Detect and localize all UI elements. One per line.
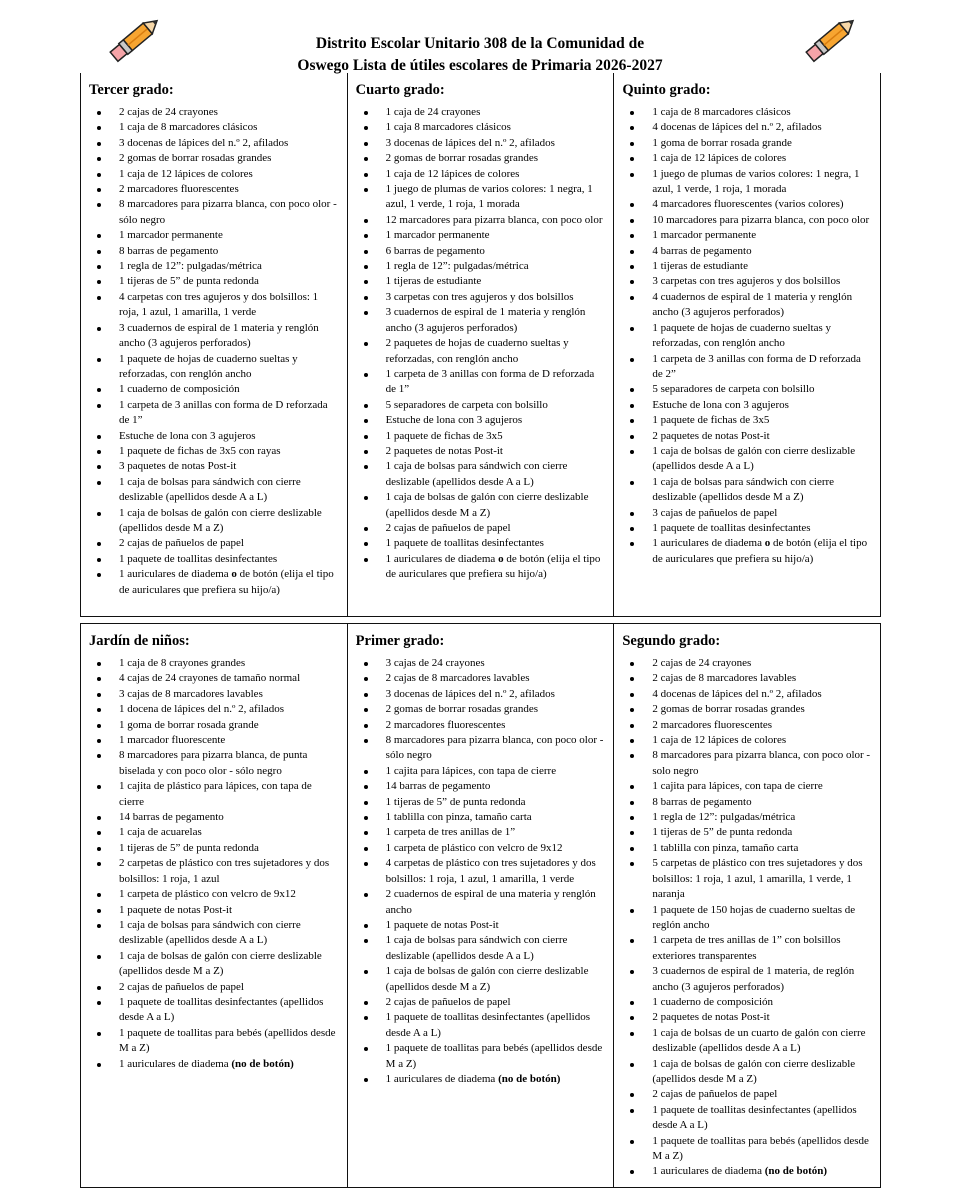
list-item: 1 docena de lápices del n.º 2, afilados <box>119 702 341 717</box>
list-item: 2 cuadernos de espiral de una materia y renglón ancho <box>386 887 608 918</box>
headphones-text-before: 1 auriculares de diadema <box>385 552 499 565</box>
list-item: 1 carpeta de tres anillas de 1” <box>386 825 608 840</box>
list-item: 1 caja de 12 lápices de colores <box>386 167 608 182</box>
list-item: 2 paquetes de hojas de cuaderno sueltas y reforzadas, con renglón ancho <box>386 336 608 367</box>
list-item: 1 caja de bolsas de galón con cierre deslizable (apellidos desde M a Z) <box>386 964 608 995</box>
list-item: 2 gomas de borrar rosadas grandes <box>652 702 874 717</box>
list-item: 2 carpetas de plástico con tres sujetadores y dos bolsillos: 1 roja, 1 azul <box>119 856 341 887</box>
headphones-text-after: de botón (elija el tipo de auriculares que prefiera su hijo/a) <box>119 568 334 596</box>
list-item: 3 docenas de lápices del n.º 2, afilados <box>119 136 341 151</box>
grade-column-quinto <box>614 73 880 616</box>
grade-title: Cuarto grado: <box>355 82 445 98</box>
list-item: 1 caja de 12 lápices de colores <box>652 151 874 166</box>
list-item: 1 caja de 12 lápices de colores <box>119 167 341 182</box>
list-item: 2 cajas de 24 crayones <box>652 656 874 671</box>
list-item: 1 caja de bolsas de galón con cierre deslizable (apellidos desde M a Z) <box>386 490 608 521</box>
list-item: 1 carpeta de 3 anillas con forma de D reforzada de 1” <box>386 367 608 398</box>
list-item: 1 tijeras de 5” de punta redonda <box>652 825 874 840</box>
list-item: 4 marcadores fluorescentes (varios colores) <box>652 197 874 212</box>
pencil-icon <box>102 8 166 72</box>
list-item: 1 juego de plumas de varios colores: 1 negra, 1 azul, 1 verde, 1 roja, 1 morada <box>652 167 874 198</box>
list-item: 10 marcadores para pizarra blanca, con poco olor <box>652 213 874 228</box>
list-item: 1 paquete de toallitas desinfectantes (apellidos desde A a L) <box>652 1103 874 1134</box>
headphones-text-bold: o <box>231 568 237 581</box>
headphones-text-after: de botón (elija el tipo de auriculares que prefiera su hijo/a) <box>652 537 868 565</box>
supply-list <box>87 105 341 598</box>
list-item: 2 cajas de pañuelos de papel <box>119 536 341 551</box>
supply-list <box>620 105 874 567</box>
headphones-text-bold: o <box>498 552 504 565</box>
list-item: 1 caja de 12 lápices de colores <box>652 733 874 748</box>
list-item: 1 tijeras de estudiante <box>386 274 608 289</box>
headphones-text-bold: o <box>764 537 771 550</box>
list-item: 1 tijeras de estudiante <box>652 259 874 274</box>
list-item: 3 cajas de pañuelos de papel <box>652 506 874 521</box>
supply-list <box>87 656 341 1072</box>
list-item-headphones <box>119 1057 341 1072</box>
list-item: 2 gomas de borrar rosadas grandes <box>119 151 341 166</box>
list-item-headphones <box>386 1072 608 1087</box>
headphones-text-before: 1 auriculares de diadema <box>119 568 232 581</box>
list-item-headphones <box>652 536 874 567</box>
list-item: 1 paquete de toallitas desinfectantes (apellidos desde A a L) <box>119 995 341 1026</box>
list-item: 1 carpeta de plástico con velcro de 9x12 <box>386 841 608 856</box>
list-item: 1 juego de plumas de varios colores: 1 negra, 1 azul, 1 verde, 1 roja, 1 morada <box>386 182 608 213</box>
list-item: 1 caja 8 marcadores clásicos <box>386 120 608 135</box>
grade-title: Tercer grado: <box>89 82 174 98</box>
list-item: 4 cuadernos de espiral de 1 materia y renglón ancho (3 agujeros perforados) <box>652 290 874 321</box>
headphones-text-before: 1 auriculares de diadema <box>119 1057 232 1070</box>
list-item: 3 cuadernos de espiral de 1 materia y renglón ancho (3 agujeros perforados) <box>119 321 341 352</box>
page-title <box>180 33 780 77</box>
list-item: 12 marcadores para pizarra blanca, con poco olor <box>386 213 608 228</box>
list-item: 8 marcadores para pizarra blanca, con poco olor - sólo negro <box>119 197 341 228</box>
list-item: 1 paquete de hojas de cuaderno sueltas y reforzadas, con renglón ancho <box>652 321 874 352</box>
pencil-icon <box>798 8 862 72</box>
list-item: 1 tijeras de 5” de punta redonda <box>119 841 341 856</box>
list-item: 4 docenas de lápices del n.º 2, afilados <box>652 687 874 702</box>
list-item: 2 paquetes de notas Post-it <box>386 444 608 459</box>
supply-list <box>354 656 608 1087</box>
headphones-text-before: 1 auriculares de diadema <box>652 1165 765 1178</box>
list-item: 2 marcadores fluorescentes <box>652 718 874 733</box>
list-item: 8 marcadores para pizarra blanca, con poco olor - solo negro <box>652 748 874 779</box>
list-item: 1 cajita de plástico para lápices, con tapa de cierre <box>119 779 341 810</box>
list-item: 1 paquete de fichas de 3x5 <box>386 429 608 444</box>
list-item: Estuche de lona con 3 agujeros <box>119 429 341 444</box>
list-item: 1 regla de 12”: pulgadas/métrica <box>386 259 608 274</box>
list-item: 1 regla de 12”: pulgadas/métrica <box>652 810 874 825</box>
list-item: 4 carpetas de plástico con tres sujetadores y dos bolsillos: 1 roja, 1 azul, 1 amarilla, 1 verde <box>386 856 608 887</box>
list-item: 4 cajas de 24 crayones de tamaño normal <box>119 671 341 686</box>
list-item: 3 paquetes de notas Post-it <box>119 459 341 474</box>
list-item: 4 carpetas con tres agujeros y dos bolsillos: 1 roja, 1 azul, 1 amarilla, 1 verde <box>119 290 341 321</box>
grade-title: Primer grado: <box>355 633 445 649</box>
list-item: 8 barras de pegamento <box>119 244 341 259</box>
list-item: 1 caja de bolsas de galón con cierre deslizable (apellidos desde M a Z) <box>119 506 341 537</box>
list-item: 2 marcadores fluorescentes <box>386 718 608 733</box>
list-item: 3 carpetas con tres agujeros y dos bolsillos <box>652 274 874 289</box>
list-item: 1 marcador permanente <box>119 228 341 243</box>
list-item: 1 caja de 8 crayones grandes <box>119 656 341 671</box>
grade-column-kinder <box>81 624 348 1187</box>
list-item: Estuche de lona con 3 agujeros <box>652 398 874 413</box>
grade-column-segundo <box>614 624 880 1187</box>
list-item: 1 paquete de toallitas desinfectantes <box>119 552 341 567</box>
list-item: 1 caja de bolsas para sándwich con cierre deslizable (apellidos desde A a L) <box>119 475 341 506</box>
list-item: 14 barras de pegamento <box>386 779 608 794</box>
list-item: 1 carpeta de 3 anillas con forma de D reforzada de 1” <box>119 398 341 429</box>
list-item-headphones <box>386 552 608 583</box>
grade-title: Quinto grado: <box>622 82 711 98</box>
list-item: 2 cajas de 8 marcadores lavables <box>652 671 874 686</box>
headphones-text-after: de botón (elija el tipo de auriculares que prefiera su hijo/a) <box>385 552 601 581</box>
grade-column-tercero <box>81 73 348 616</box>
list-item: 4 docenas de lápices del n.º 2, afilados <box>652 120 874 135</box>
list-item: 2 cajas de pañuelos de papel <box>119 980 341 995</box>
list-item: 3 cajas de 24 crayones <box>386 656 608 671</box>
list-item: 1 carpeta de plástico con velcro de 9x12 <box>119 887 341 902</box>
grade-column-primero <box>348 624 615 1187</box>
title-line-1: Distrito Escolar Unitario 308 de la Comunidad de <box>315 35 645 52</box>
list-item: 3 carpetas con tres agujeros y dos bolsillos <box>386 290 608 305</box>
list-item: 5 separadores de carpeta con bolsillo <box>386 398 608 413</box>
list-item: 1 paquete de toallitas desinfectantes (apellidos desde A a L) <box>386 1010 608 1041</box>
supply-list <box>620 656 874 1180</box>
list-item: 1 caja de 24 crayones <box>386 105 608 120</box>
list-item: 14 barras de pegamento <box>119 810 341 825</box>
list-item: 1 tijeras de 5” de punta redonda <box>119 274 341 289</box>
list-item: 1 caja de bolsas de galón con cierre deslizable (apellidos desde A a L) <box>652 444 874 475</box>
list-item: 1 cuaderno de composición <box>652 995 874 1010</box>
bottom-grade-grid <box>80 623 881 1188</box>
list-item: 1 tijeras de 5” de punta redonda <box>386 795 608 810</box>
list-item: 3 cajas de 8 marcadores lavables <box>119 687 341 702</box>
list-item: 2 cajas de 24 crayones <box>119 105 341 120</box>
list-item: 1 paquete de fichas de 3x5 <box>652 413 874 428</box>
list-item: 1 paquete de toallitas desinfectantes <box>652 521 874 536</box>
list-item: 1 carpeta de 3 anillas con forma de D reforzada de 2” <box>652 352 874 383</box>
list-item: 1 marcador fluorescente <box>119 733 341 748</box>
list-item: 2 cajas de pañuelos de papel <box>386 995 608 1010</box>
list-item-headphones <box>652 1164 874 1179</box>
list-item: 1 paquete de notas Post-it <box>119 903 341 918</box>
list-item: 1 tablilla con pinza, tamaño carta <box>386 810 608 825</box>
grade-title: Jardín de niños: <box>89 633 190 649</box>
headphones-text-before: 1 auriculares de diadema <box>652 537 765 550</box>
headphones-text-bold: (no de botón) <box>498 1072 561 1085</box>
list-item: 1 caja de bolsas para sándwich con cierre deslizable (apellidos desde M a Z) <box>652 475 874 506</box>
list-item: 2 cajas de 8 marcadores lavables <box>386 671 608 686</box>
list-item: 2 gomas de borrar rosadas grandes <box>386 151 608 166</box>
list-item: 1 paquete de notas Post-it <box>386 918 608 933</box>
list-item: 3 docenas de lápices del n.º 2, afilados <box>386 687 608 702</box>
list-item: 1 caja de bolsas para sándwich con cierre deslizable (apellidos desde A a L) <box>386 459 608 490</box>
list-item: 1 caja de bolsas de un cuarto de galón con cierre deslizable (apellidos desde A a L) <box>652 1026 874 1057</box>
grade-title: Segundo grado: <box>622 633 721 649</box>
list-item: 8 barras de pegamento <box>652 795 874 810</box>
list-item: 1 paquete de fichas de 3x5 con rayas <box>119 444 341 459</box>
list-item: 1 paquete de toallitas para bebés (apellidos desde M a Z) <box>652 1134 874 1165</box>
list-item: 1 caja de 8 marcadores clásicos <box>652 105 874 120</box>
list-item: 1 caja de bolsas de galón con cierre deslizable (apellidos desde M a Z) <box>652 1057 874 1088</box>
list-item: 1 paquete de 150 hojas de cuaderno sueltas de reglón ancho <box>652 903 874 934</box>
list-item: 2 cajas de pañuelos de papel <box>652 1087 874 1102</box>
list-item: 1 cajita para lápices, con tapa de cierre <box>652 779 874 794</box>
list-item: 1 regla de 12”: pulgadas/métrica <box>119 259 341 274</box>
headphones-text-bold: (no de botón) <box>231 1057 294 1070</box>
top-grade-grid <box>80 73 881 617</box>
list-item: 3 cuadernos de espiral de 1 materia, de reglón ancho (3 agujeros perforados) <box>652 964 874 995</box>
headphones-text-bold: (no de botón) <box>764 1165 828 1178</box>
list-item: 1 tablilla con pinza, tamaño carta <box>652 841 874 856</box>
list-item: 3 docenas de lápices del n.º 2, afilados <box>386 136 608 151</box>
list-item: 1 marcador permanente <box>386 228 608 243</box>
list-item: 2 cajas de pañuelos de papel <box>386 521 608 536</box>
list-item-headphones <box>119 567 341 598</box>
list-item: 4 barras de pegamento <box>652 244 874 259</box>
list-item: 3 cuadernos de espiral de 1 materia y renglón ancho (3 agujeros perforados) <box>386 305 608 336</box>
list-item: 8 marcadores para pizarra blanca, con poco olor - sólo negro <box>386 733 608 764</box>
list-item: 1 caja de 8 marcadores clásicos <box>119 120 341 135</box>
grade-column-cuarto <box>348 73 615 616</box>
list-item: 1 marcador permanente <box>652 228 874 243</box>
list-item: 1 paquete de hojas de cuaderno sueltas y reforzadas, con renglón ancho <box>119 352 341 383</box>
list-item: 1 paquete de toallitas para bebés (apellidos desde M a Z) <box>119 1026 341 1057</box>
list-item: 1 caja de acuarelas <box>119 825 341 840</box>
supply-list <box>354 105 608 583</box>
headphones-text-before: 1 auriculares de diadema <box>385 1072 499 1085</box>
list-item: 1 goma de borrar rosada grande <box>652 136 874 151</box>
list-item: 2 paquetes de notas Post-it <box>652 1010 874 1025</box>
list-item: 5 carpetas de plástico con tres sujetadores y dos bolsillos: 1 roja, 1 azul, 1 amarilla, 1 verde, 1 naranja <box>652 856 874 902</box>
list-item: 1 paquete de toallitas desinfectantes <box>386 536 608 551</box>
title-line-2: Oswego Lista de útiles escolares de Primaria 2026-2027 <box>297 57 663 74</box>
list-item: 1 goma de borrar rosada grande <box>119 718 341 733</box>
list-item: 5 separadores de carpeta con bolsillo <box>652 382 874 397</box>
list-item: 2 marcadores fluorescentes <box>119 182 341 197</box>
list-item: 1 cuaderno de composición <box>119 382 341 397</box>
list-item: 2 gomas de borrar rosadas grandes <box>386 702 608 717</box>
list-item: Estuche de lona con 3 agujeros <box>386 413 608 428</box>
list-item: 1 caja de bolsas de galón con cierre deslizable (apellidos desde M a Z) <box>119 949 341 980</box>
list-item: 8 marcadores para pizarra blanca, de punta biselada y con poco olor - sólo negro <box>119 748 341 779</box>
list-item: 1 cajita para lápices, con tapa de cierre <box>386 764 608 779</box>
list-item: 1 paquete de toallitas para bebés (apellidos desde M a Z) <box>386 1041 608 1072</box>
list-item: 1 caja de bolsas para sándwich con cierre deslizable (apellidos desde A a L) <box>386 933 608 964</box>
list-item: 2 paquetes de notas Post-it <box>652 429 874 444</box>
list-item: 1 carpeta de tres anillas de 1” con bolsillos exteriores transparentes <box>652 933 874 964</box>
list-item: 1 caja de bolsas para sándwich con cierre deslizable (apellidos desde A a L) <box>119 918 341 949</box>
list-item: 6 barras de pegamento <box>386 244 608 259</box>
